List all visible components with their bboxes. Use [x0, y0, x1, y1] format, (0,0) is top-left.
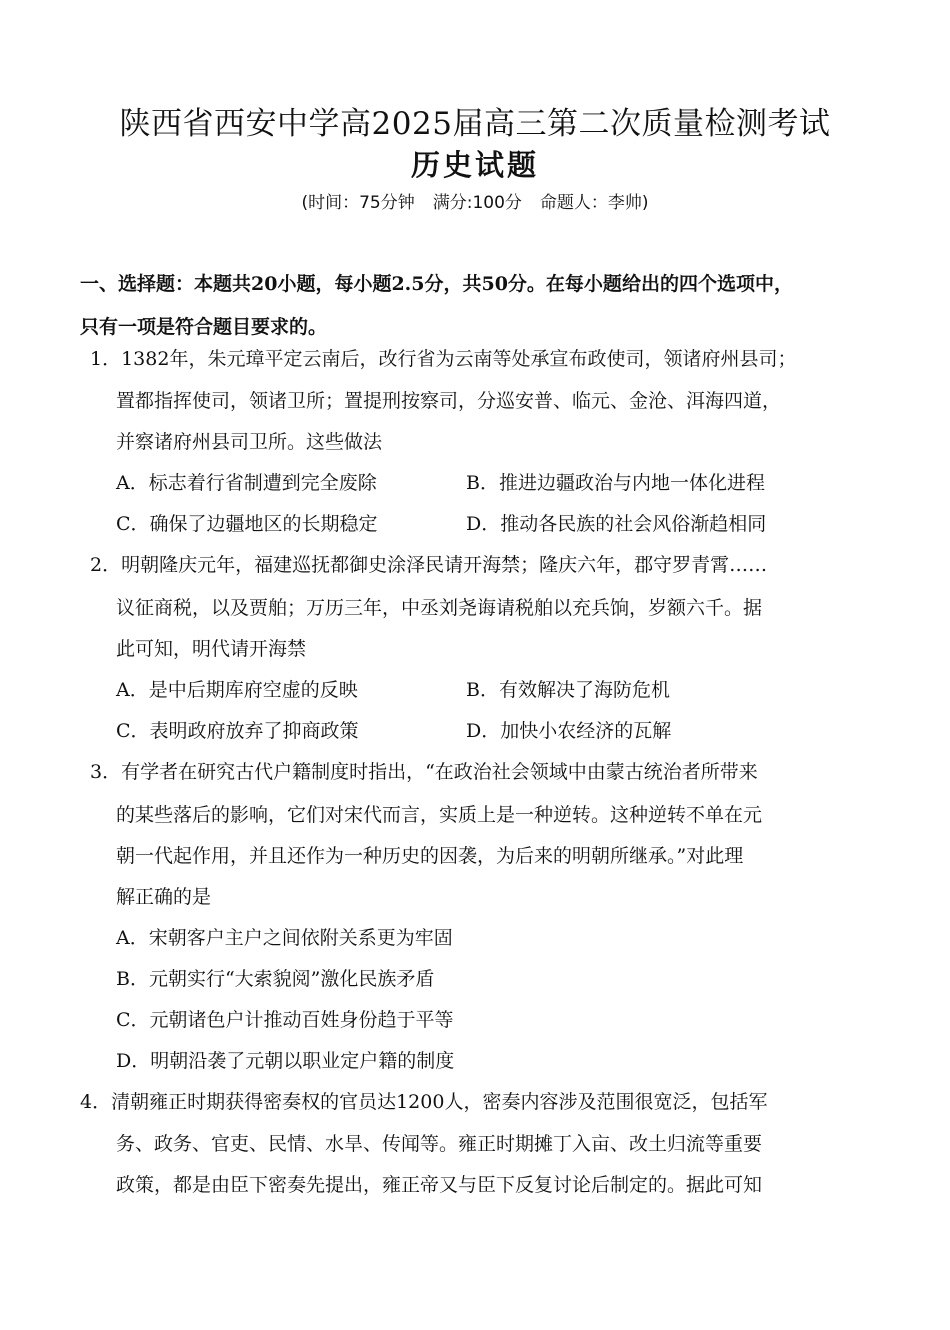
exam-title: 陕西省西安中学高2025届高三第二次质量检测考试: [119, 106, 831, 142]
exam-meta: [0, 190, 950, 216]
question-2-option-d: D．加快小农经济的瓦解: [466, 720, 672, 742]
question-2-option-b: B．有效解决了海防危机: [466, 679, 670, 701]
question-3-line-3: 朝一代起作用，并且还作为一种历史的因袭，为后来的明朝所继承。”对此理: [116, 845, 744, 867]
section-heading-line-2: 只有一项是符合题目要求的。: [80, 316, 328, 338]
question-4-line-3: 政策，都是由臣下密奏先提出，雍正帝又与臣下反复讨论后制定的。据此可知: [116, 1174, 763, 1196]
question-2-option-a: A．是中后期库府空虚的反映: [116, 679, 358, 701]
question-1-line-3: 并察诸府州县司卫所。这些做法: [116, 431, 383, 453]
question-2-line-3: 此可知，明代请开海禁: [116, 638, 307, 660]
question-3-option-c: C．元朝诸色户计推动百姓身份趋于平等: [116, 1009, 454, 1031]
question-3-option-a: A．宋朝客户主户之间依附关系更为牢固: [116, 927, 453, 949]
question-1-option-a: A．标志着行省制遭到完全废除: [116, 472, 377, 494]
question-1-option-c: C．确保了边疆地区的长期稳定: [116, 513, 378, 535]
section-heading-line-1: 一、选择题：本题共20小题，每小题2.5分，共50分。在每小题给出的四个选项中，: [80, 273, 793, 295]
question-4-line-1: 4．清朝雍正时期获得密奏权的官员达1200人，密奏内容涉及范围很宽泛，包括军: [80, 1091, 768, 1113]
question-3-line-1: 3．有学者在研究古代户籍制度时指出，“在政治社会领域中由蒙古统治者所带来: [90, 761, 758, 783]
exam-score: 满分:100分: [432, 193, 522, 213]
exam-author: 命题人：李帅): [539, 193, 649, 213]
question-2-option-c: C．表明政府放弃了抑商政策: [116, 720, 359, 742]
question-3-option-b: B．元朝实行“大索貌阅”激化民族矛盾: [116, 968, 435, 990]
question-1-option-d: D．推动各民族的社会风俗渐趋相同: [466, 513, 767, 535]
question-3-option-d: D．明朝沿袭了元朝以职业定户籍的制度: [116, 1050, 455, 1072]
question-2-line-2: 议征商税，以及贾舶；万历三年，中丞刘尧诲请税舶以充兵饷，岁额六千。据: [116, 597, 763, 619]
question-2-line-1: 2．明朝隆庆元年，福建巡抚都御史涂泽民请开海禁；隆庆六年，郡守罗青霄……: [90, 554, 768, 576]
exam-time: (时间：75分钟: [301, 193, 415, 213]
question-1-option-b: B．推进边疆政治与内地一体化进程: [466, 472, 765, 494]
question-4-line-2: 务、政务、官吏、民情、水旱、传闻等。雍正时期摊丁入亩、改土归流等重要: [116, 1133, 763, 1155]
question-3-line-4: 解正确的是: [116, 886, 212, 908]
exam-subject: 历史试题: [410, 148, 539, 182]
question-3-line-2: 的某些落后的影响，它们对宋代而言，实质上是一种逆转。这种逆转不单在元: [116, 804, 763, 826]
question-1-line-2: 置都指挥使司，领诸卫所；置提刑按察司，分巡安普、临元、金沧、洱海四道，: [116, 390, 782, 412]
question-1-line-1: 1．1382年，朱元璋平定云南后，改行省为云南等处承宣布政使司，领诸府州县司；: [90, 348, 797, 370]
